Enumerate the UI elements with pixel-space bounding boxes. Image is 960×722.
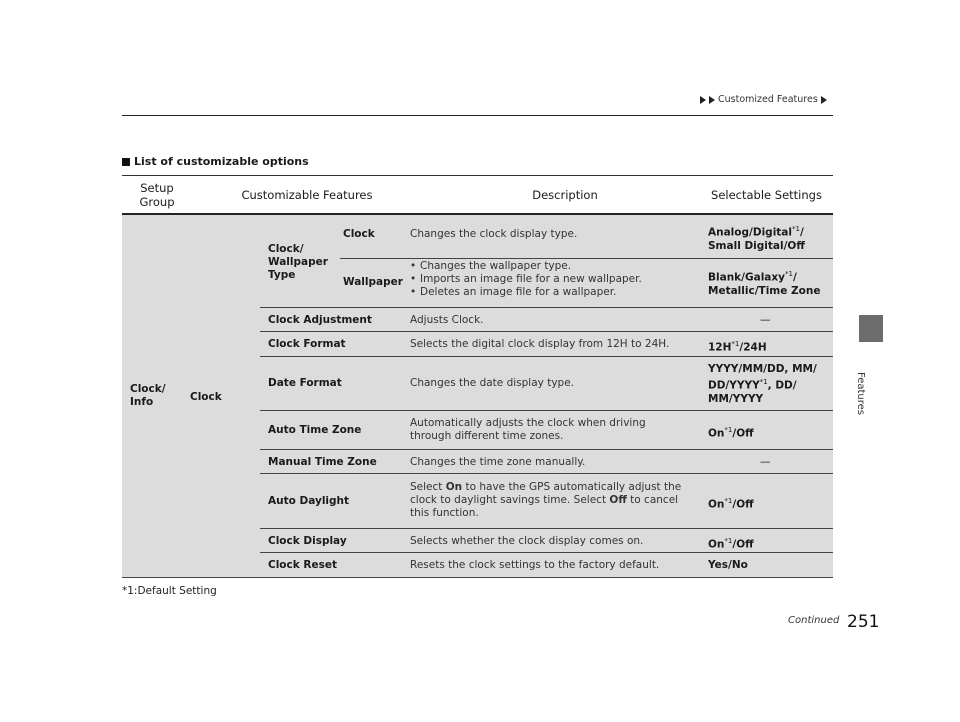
desc-wallpaper bbox=[410, 260, 642, 299]
breadcrumb bbox=[700, 94, 827, 105]
list-item: • Imports an image file for a new wallpaper. bbox=[410, 273, 642, 286]
col-header-settings: Selectable Settings bbox=[711, 188, 822, 202]
desc-manual-time-zone: Changes the time zone manually. bbox=[410, 456, 586, 468]
square-bullet-icon bbox=[122, 158, 130, 166]
arrow-icon bbox=[821, 96, 827, 104]
settings-date-format: YYYY/MM/DD, MM/ DD/YYYY$^{*1}$, DD/ MM/YYYY bbox=[708, 363, 817, 405]
side-tab bbox=[859, 315, 883, 342]
col-header-setup-group: Setup Group bbox=[139, 181, 175, 209]
feature-clock-display: Clock Display bbox=[268, 535, 347, 547]
settings-clock-adjustment: — bbox=[760, 314, 771, 326]
col-header-features: Customizable Features bbox=[241, 188, 373, 202]
row-divider bbox=[260, 331, 833, 332]
table-bottom-rule bbox=[122, 577, 833, 578]
feature-clock: Clock bbox=[343, 228, 375, 240]
desc-clock-format: Selects the digital clock display from 12H to 24H. bbox=[410, 338, 670, 350]
feature-clock-format: Clock Format bbox=[268, 338, 346, 350]
settings-manual-time-zone: — bbox=[760, 456, 771, 468]
row-divider bbox=[340, 258, 833, 259]
desc-date-format: Changes the date display type. bbox=[410, 377, 575, 389]
settings-auto-daylight: On$^{*1}$/Off bbox=[708, 497, 754, 511]
footnote: *1:Default Setting bbox=[122, 585, 217, 597]
feature-auto-time-zone: Auto Time Zone bbox=[268, 424, 362, 436]
row-divider bbox=[260, 410, 833, 411]
list-item: • Changes the wallpaper type. bbox=[410, 260, 642, 273]
feature-wallpaper: Wallpaper bbox=[343, 276, 403, 288]
breadcrumb-label: Customized Features bbox=[718, 94, 818, 105]
row-divider bbox=[260, 307, 833, 308]
group-sub2: Clock/ Wallpaper Type bbox=[268, 243, 328, 281]
group-sub: Clock bbox=[190, 391, 222, 403]
page-number: 251 bbox=[847, 612, 880, 632]
desc-clock-display: Selects whether the clock display comes on. bbox=[410, 535, 644, 547]
feature-clock-adjustment: Clock Adjustment bbox=[268, 314, 372, 326]
feature-clock-reset: Clock Reset bbox=[268, 559, 337, 571]
group-main: Clock/ Info bbox=[130, 383, 166, 408]
feature-auto-daylight: Auto Daylight bbox=[268, 495, 350, 507]
settings-clock-display: On$^{*1}$/Off bbox=[708, 537, 754, 551]
row-divider bbox=[260, 473, 833, 474]
arrow-icon bbox=[709, 96, 715, 104]
desc-auto-time-zone: Automatically adjusts the clock when driving through different time zones. bbox=[410, 417, 646, 442]
desc-clock: Changes the clock display type. bbox=[410, 228, 578, 240]
section-title-text: List of customizable options bbox=[134, 155, 309, 168]
header-divider bbox=[122, 115, 833, 116]
arrow-icon bbox=[700, 96, 706, 104]
row-divider bbox=[260, 552, 833, 553]
row-divider bbox=[260, 528, 833, 529]
section-title bbox=[122, 155, 309, 168]
settings-clock: Analog/Digital$^{*1}$/ Small Digital/Off bbox=[708, 225, 805, 252]
list-item: • Deletes an image file for a wallpaper. bbox=[410, 286, 642, 299]
settings-clock-reset: Yes/No bbox=[708, 559, 748, 571]
settings-clock-format: $12H^{*1}/24H$ bbox=[708, 340, 767, 354]
feature-date-format: Date Format bbox=[268, 377, 342, 389]
row-divider bbox=[260, 356, 833, 357]
settings-auto-time-zone: On$^{*1}$/Off bbox=[708, 426, 754, 440]
desc-clock-reset: Resets the clock settings to the factory default. bbox=[410, 559, 660, 571]
row-divider bbox=[260, 449, 833, 450]
continued-label: Continued bbox=[788, 615, 840, 626]
col-header-description: Description bbox=[532, 188, 598, 202]
table-top-rule bbox=[122, 175, 833, 176]
side-tab-label: Features bbox=[855, 372, 866, 415]
desc-clock-adjustment: Adjusts Clock. bbox=[410, 314, 484, 326]
desc-auto-daylight: Select On to have the GPS automatically adjust the clock to daylight savings time. Select Off to cancel this function. bbox=[410, 481, 682, 519]
feature-manual-time-zone: Manual Time Zone bbox=[268, 456, 377, 468]
settings-wallpaper: Blank/Galaxy$^{*1}$/ Metallic/Time Zone bbox=[708, 270, 821, 297]
